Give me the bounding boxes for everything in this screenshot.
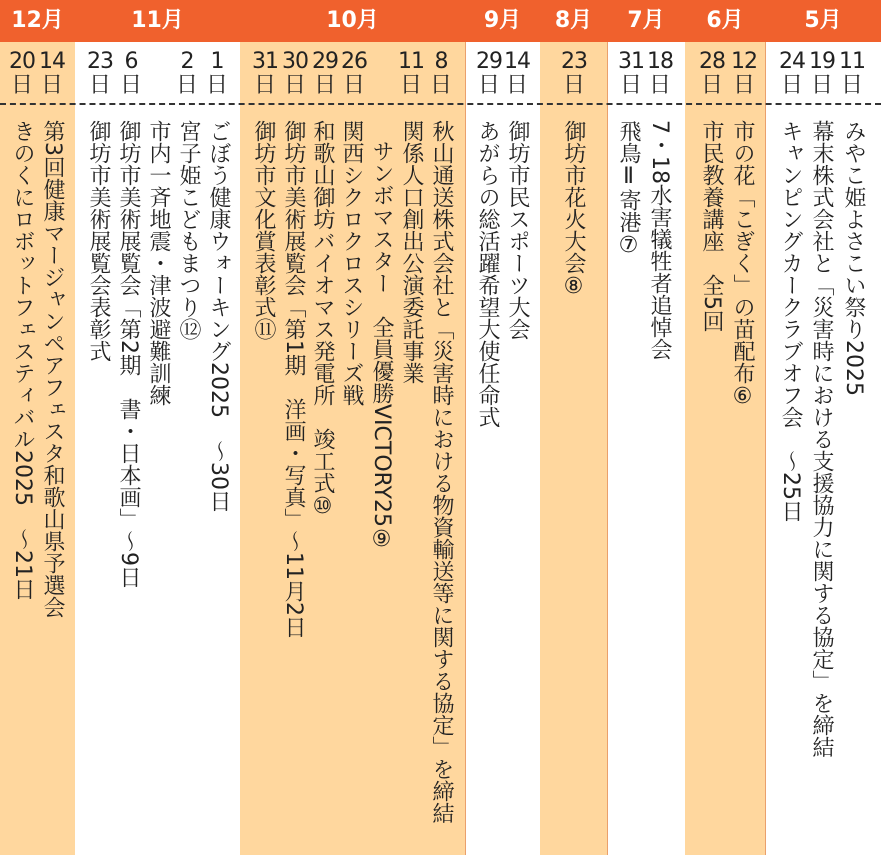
event-oct-akiyama-agreement: 秋山通送株式会社と「災害時における物資輸送等に関する協定」を締結 [429, 120, 454, 824]
event-jul-asuka-port-call: 飛鳥Ⅱ寄港⑦ [616, 120, 641, 258]
event-sep-sports-festival: 御坊市民スポーツ大会 [505, 120, 530, 340]
dashed-divider [0, 103, 881, 105]
event-jun-kogiku-seedlings: 市の花「こぎく」の苗配布⑥ [730, 120, 755, 409]
event-aug-fireworks: 御坊市花火大会⑧ [561, 120, 586, 299]
event-oct-cyclocross: 関西シクロクロスシリーズ戦 [339, 120, 364, 406]
date-jul-18: 18 日 [647, 49, 673, 98]
month-label-aug: 8月 [554, 8, 593, 33]
event-may-camping-car-meetup: キャンピングカークラブオフ会 ～25日 [778, 120, 803, 522]
event-dec-robot-festival: きのくにロボットフェスティバル2025 ～21日 [10, 120, 35, 600]
event-dec-mahjong-festa: 第3回健康マージャンペアフェスタ和歌山県予選会 [40, 120, 65, 618]
event-nov-kids-festival: 宮子姫こどもまつり⑫ [176, 120, 201, 340]
month-divider [607, 42, 608, 855]
event-may-bakumatsu-agreement: 幕末株式会社と「災害時における支援協力に関する協定」を締結 [809, 120, 834, 758]
date-jun-12: 12 日 [731, 49, 757, 98]
date-nov-23: 23 日 [87, 49, 113, 98]
date-may-11: 11 日 [839, 49, 865, 98]
event-oct-culture-award: 御坊市文化賞表彰式⑪ [251, 120, 276, 340]
date-dec-14: 14 日 [39, 49, 65, 98]
date-jun-28: 28 日 [699, 49, 725, 98]
event-oct-sambomaster-concert: サンボマスター 全員優勝VICTORY25⑨ [369, 140, 394, 552]
date-oct-26: 26 日 [341, 49, 367, 98]
month-divider [765, 42, 766, 855]
date-nov-2: 2 日 [175, 49, 198, 98]
event-nov-health-walking: ごぼう健康ウォーキング2025 ～30日 [206, 120, 231, 512]
date-may-24: 24 日 [779, 49, 805, 98]
date-oct-8: 8 日 [429, 49, 452, 98]
event-nov-evacuation-drill: 市内一斉地震・津波避難訓練 [146, 120, 171, 406]
event-jun-citizen-lectures: 市民教養講座 全5回 [699, 120, 724, 332]
date-aug-23: 23 日 [561, 49, 587, 98]
date-dec-20: 20 日 [9, 49, 35, 98]
month-label-jul: 7月 [627, 8, 665, 33]
event-nov-art-exhibition-2: 御坊市美術展覧会「第2期 書・日本画」～9日 [116, 120, 141, 588]
month-label-nov: 11月 [131, 8, 184, 33]
date-may-19: 19 日 [809, 49, 835, 98]
event-sep-ambassador-ceremony: あがらの総活躍希望大使任命式 [475, 120, 500, 428]
event-jul-flood-memorial: 7・18水害犠牲者追悼会 [647, 120, 672, 360]
event-nov-art-awards: 御坊市美術展覧会表彰式 [86, 120, 111, 362]
month-label-sep: 9月 [483, 8, 522, 33]
date-oct-30: 30 日 [282, 49, 308, 98]
month-label-dec: 12月 [11, 8, 64, 33]
date-sep-14: 14 日 [504, 49, 530, 98]
event-oct-relation-population: 関係人口創出公演委託事業 [399, 120, 424, 384]
date-oct-11: 11 日 [398, 49, 424, 98]
date-oct-31: 31 日 [252, 49, 278, 98]
date-oct-29: 29 日 [312, 49, 338, 98]
event-oct-art-exhibition-1: 御坊市美術展覧会「第1期 洋画・写真」～11月2日 [281, 120, 306, 638]
date-nov-6: 6 日 [119, 49, 142, 98]
month-label-may: 5月 [804, 8, 842, 33]
event-oct-biomass-ceremony: 和歌山御坊バイオマス発電所 竣工式⑩ [310, 120, 335, 519]
event-may-miyakohime-yosakoi: みやこ姫よさこい祭り2025 [841, 120, 866, 396]
date-jul-31: 31 日 [618, 49, 644, 98]
date-sep-29: 29 日 [476, 49, 502, 98]
month-label-oct: 10月 [326, 8, 379, 33]
month-divider [465, 42, 466, 855]
date-nov-1: 1 日 [205, 49, 228, 98]
month-label-jun: 6月 [706, 8, 744, 33]
